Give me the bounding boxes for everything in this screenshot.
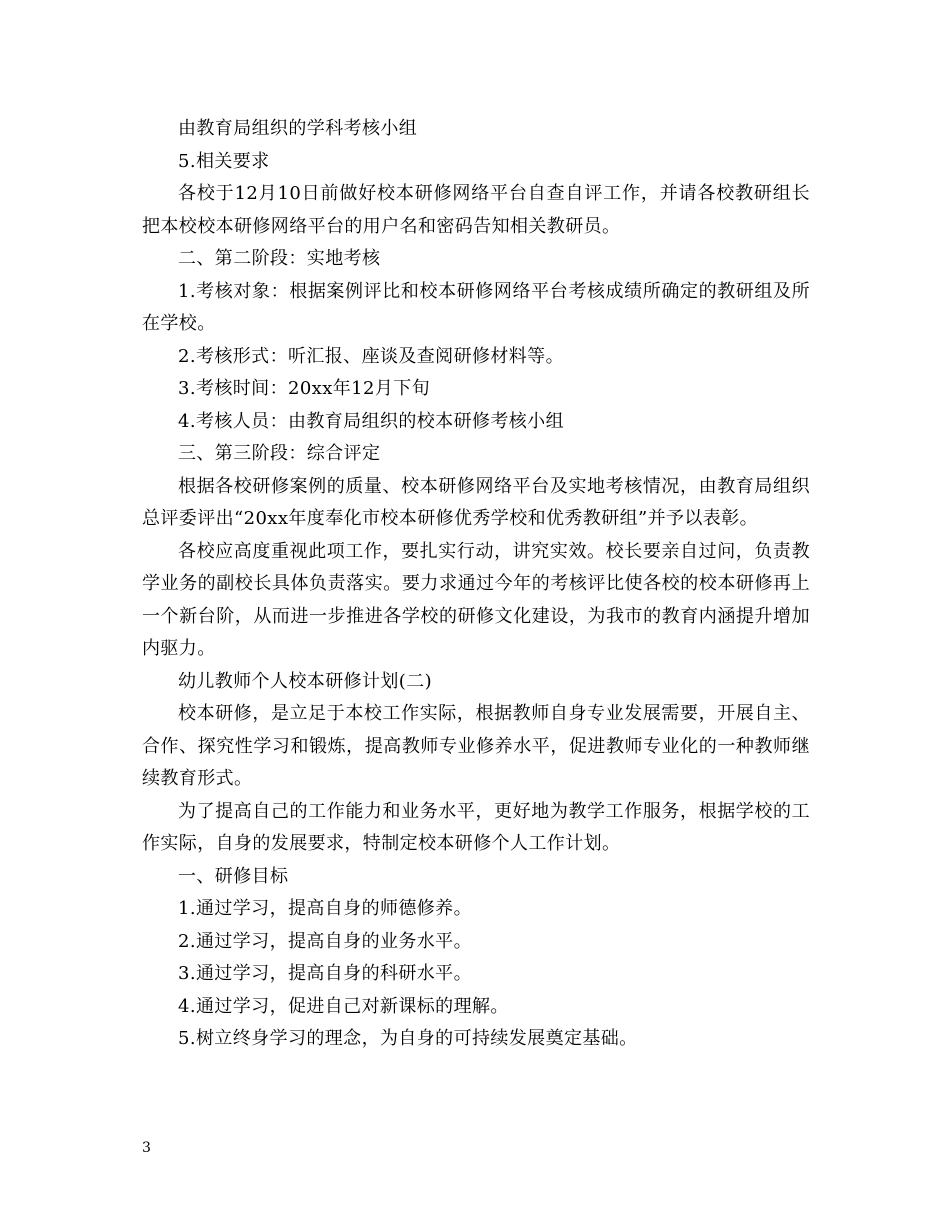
heading-training-goals: 一、研修目标 <box>178 865 289 887</box>
heading-stage-three: 三、第三阶段：综合评定 <box>178 443 381 464</box>
paragraph-comprehensive-evaluation: 根据各校研修案例的质量、校本研修网络平台及实地考核情况，由教育局组织总评委评出“20xx年度奉化市校本研修优秀学校和优秀教研组”并予以表彰。 <box>142 475 810 529</box>
paragraph-assessment-staff: 4.考核人员：由教育局组织的校本研修考核小组 <box>178 410 564 432</box>
paragraph-assessment-target: 1.考核对象：根据案例评比和校本研修网络平台考核成绩所确定的教研组及所在学校。 <box>142 280 810 334</box>
list-item-goal-3: 3.通过学习，提高自身的科研水平。 <box>178 963 472 984</box>
list-item-goal-5: 5.树立终身学习的理念，为自身的可持续发展奠定基础。 <box>178 1028 638 1049</box>
list-item-goal-4: 4.通过学习，促进自己对新课标的理解。 <box>178 995 509 1017</box>
paragraph-school-based-training-definition: 校本研修，是立足于本校工作实际，根据教师自身专业发展需要，开展自主、合作、探究性学习和锻炼，提高教师专业修养水平，促进教师专业化的一种教师继续教育形式。 <box>142 703 810 789</box>
paragraph-assessment-time: 3.考核时间：20xx年12月下旬 <box>178 378 431 399</box>
paragraph-plan-purpose: 为了提高自己的工作能力和业务水平，更好地为教学工作服务，根据学校的工作实际，自身的发展要求，特制定校本研修个人工作计划。 <box>142 800 810 854</box>
list-item-goal-1: 1.通过学习，提高自身的师德修养。 <box>178 898 472 919</box>
heading-plan-two: 幼儿教师个人校本研修计划(二) <box>178 670 433 692</box>
paragraph-self-evaluation-deadline: 各校于12月10日前做好校本研修网络平台自查自评工作，并请各校教研组长把本校校本研修网络平台的用户名和密码告知相关教研员。 <box>142 183 810 237</box>
page-number: 3 <box>142 1140 151 1156</box>
paragraph-subject-assessment-group: 由教育局组织的学科考核小组 <box>178 118 418 139</box>
paragraph-related-requirements: 5.相关要求 <box>178 150 270 172</box>
paragraph-assessment-form: 2.考核形式：听汇报、座谈及查阅研修材料等。 <box>178 345 564 367</box>
heading-stage-two: 二、第二阶段：实地考核 <box>178 248 381 269</box>
document-body <box>142 113 810 1056</box>
paragraph-school-attention: 各校应高度重视此项工作，要扎实行动，讲究实效。校长要亲自过问，负责教学业务的副校长具体负责落实。要力求通过今年的考核评比使各校的校本研修再上一个新台阶，从而进一步推进各学校的研修文化建设，为我市的教育内涵提升增加内驱力。 <box>142 540 810 659</box>
list-item-goal-2: 2.通过学习，提高自身的业务水平。 <box>178 930 472 952</box>
